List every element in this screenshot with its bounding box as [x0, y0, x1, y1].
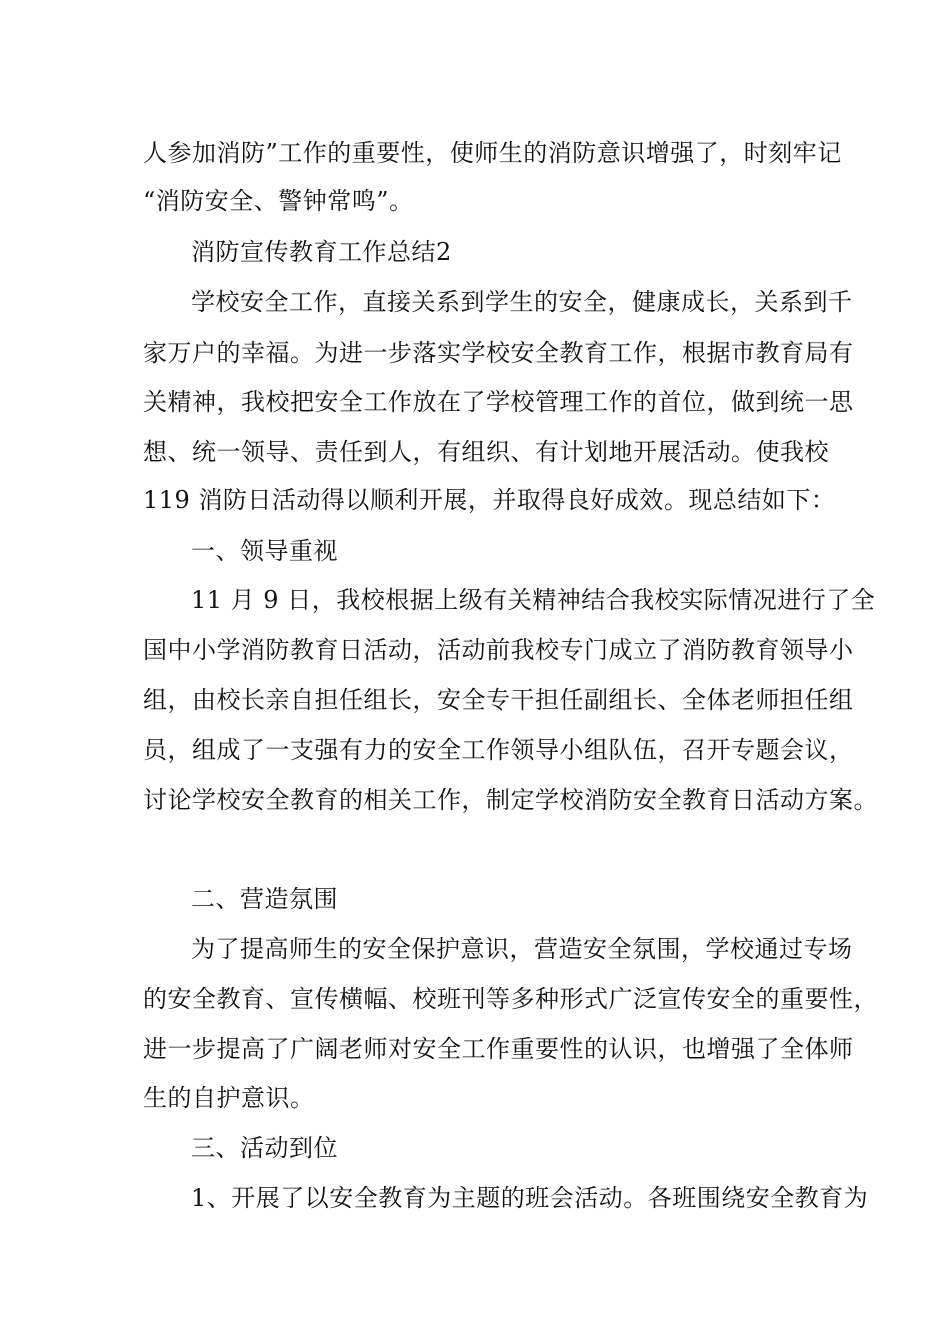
text-line: 的安全教育、宣传横幅、校班刊等多种形式广泛宣传安全的重要性，	[143, 985, 878, 1013]
text-line: “消防安全、警钟常鸣”。	[143, 187, 414, 215]
text-line: 组，由校长亲自担任组长，安全专干担任副组长、全体老师担任组	[143, 686, 854, 714]
text-line: 关精神，我校把安全工作放在了学校管理工作的首位，做到统一思	[143, 388, 854, 416]
text-line: 1、开展了以安全教育为主题的班会活动。各班围绕安全教育为	[191, 1184, 869, 1212]
heading-activities: 三、活动到位	[191, 1134, 338, 1162]
text-line: 学校安全工作，直接关系到学生的安全，健康成长，关系到千	[191, 288, 853, 316]
text-line: 119 消防日活动得以顺利开展，并取得良好成效。现总结如下：	[143, 486, 836, 514]
heading-leadership: 一、领导重视	[191, 537, 338, 565]
text-line: 进一步提高了广阔老师对安全工作重要性的认识，也增强了全体师	[143, 1035, 854, 1063]
text-line: 人参加消防”工作的重要性，使师生的消防意识增强了，时刻牢记	[143, 139, 842, 167]
text-line: 讨论学校安全教育的相关工作，制定学校消防安全教育日活动方案。	[143, 786, 878, 814]
text-line: 想、统一领导、责任到人，有组织、有计划地开展活动。使我校	[143, 438, 829, 466]
text-line: 生的自护意识。	[143, 1084, 315, 1112]
text-line: 为了提高师生的安全保护意识，营造安全氛围，学校通过专场	[191, 935, 853, 963]
heading-atmosphere: 二、营造氛围	[191, 885, 338, 913]
text-line: 员，组成了一支强有力的安全工作领导小组队伍，召开专题会议，	[143, 736, 854, 764]
text-line: 国中小学消防教育日活动，活动前我校专门成立了消防教育领导小	[143, 636, 854, 664]
section-title: 消防宣传教育工作总结2	[191, 238, 452, 266]
text-line: 11 月 9 日，我校根据上级有关精神结合我校实际情况进行了全	[191, 586, 876, 614]
text-line: 家万户的幸福。为进一步落实学校安全教育工作，根据市教育局有	[143, 339, 854, 367]
